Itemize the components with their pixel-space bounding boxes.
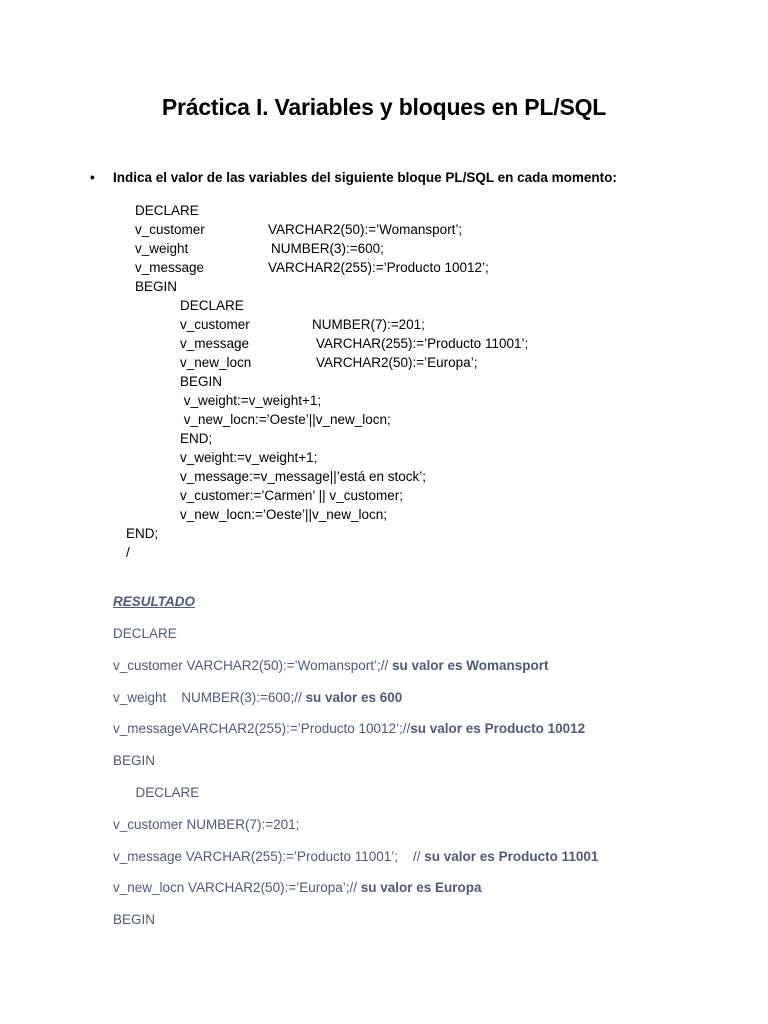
result-line <box>113 849 598 864</box>
code-line <box>180 448 317 467</box>
result-code: v_messageVARCHAR2(255):=’Producto 10012’;// <box>113 721 411 736</box>
result-value: su valor es Producto 11001 <box>424 849 599 864</box>
result-code: v_customer NUMBER(7):=201; <box>113 817 300 832</box>
code-text: v_customer <box>135 222 205 237</box>
result-code: BEGIN <box>113 753 156 768</box>
result-code: v_message VARCHAR(255):=’Producto 11001’; // <box>113 849 425 864</box>
result-code: DECLARE <box>113 785 200 800</box>
result-line <box>113 880 482 895</box>
code-text: DECLARE <box>135 203 199 218</box>
code-text: v_new_locn:=’Oeste’||v_new_locn; <box>180 412 391 427</box>
code-line <box>126 524 158 543</box>
result-value: su valor es Womansport <box>391 658 549 673</box>
code-type: NUMBER(7):=201; <box>312 317 425 332</box>
result-code: BEGIN <box>113 912 156 927</box>
code-line <box>180 467 426 486</box>
result-line <box>113 690 402 705</box>
code-line <box>180 391 321 410</box>
result-line <box>113 721 585 736</box>
code-type: VARCHAR2(50):=’Womansport’; <box>268 222 463 237</box>
result-line <box>113 785 199 800</box>
code-text: v_message <box>135 260 205 275</box>
bullet-symbol: • <box>90 170 95 185</box>
result-code: DECLARE <box>113 626 177 641</box>
code-line <box>126 543 130 562</box>
code-line <box>180 372 222 391</box>
code-type: VARCHAR2(50):=’Europa’; <box>316 355 478 370</box>
result-code: v_weight NUMBER(3):=600;// <box>113 690 306 705</box>
code-text: DECLARE <box>180 298 244 313</box>
code-text: v_new_locn:=’Oeste’||v_new_locn; <box>180 507 388 522</box>
code-type: VARCHAR(255):=’Producto 11001’; <box>316 336 529 351</box>
result-code: v_customer VARCHAR2(50):=’Womansport’;// <box>113 658 392 673</box>
code-text: v_new_locn <box>180 355 252 370</box>
code-text: v_customer <box>180 317 250 332</box>
code-line <box>135 277 177 296</box>
code-text: BEGIN <box>180 374 223 389</box>
code-text: v_weight:=v_weight+1; <box>180 393 322 408</box>
code-line <box>135 220 463 239</box>
code-line <box>180 296 244 315</box>
result-line <box>113 912 155 927</box>
result-value: su valor es 600 <box>305 690 403 705</box>
result-line <box>113 658 549 673</box>
code-line <box>180 353 478 372</box>
result-line <box>113 753 155 768</box>
page-title: Práctica I. Variables y bloques en PL/SQL <box>161 94 607 120</box>
code-line <box>180 334 529 353</box>
result-value: su valor es Europa <box>360 880 482 895</box>
code-text: v_message <box>180 336 250 351</box>
code-text: / <box>126 545 130 560</box>
code-text: v_customer:=’Carmen’ || v_customer; <box>180 488 403 503</box>
code-text: v_weight:=v_weight+1; <box>180 450 318 465</box>
code-line <box>180 429 212 448</box>
code-text: END; <box>180 431 213 446</box>
code-line <box>135 239 384 258</box>
result-line <box>113 817 299 832</box>
result-code: v_new_locn VARCHAR2(50):=’Europa’;// <box>113 880 361 895</box>
result-heading: RESULTADO <box>113 594 195 609</box>
code-line <box>180 410 391 429</box>
bullet-text: Indica el valor de las variables del siguiente bloque PL/SQL en cada momento: <box>113 170 617 185</box>
code-text: BEGIN <box>135 279 178 294</box>
code-line <box>180 486 403 505</box>
code-text: v_message:=v_message||’está en stock’; <box>180 469 427 484</box>
result-line <box>113 626 177 641</box>
result-value: su valor es Producto 10012 <box>410 721 586 736</box>
code-line <box>135 258 489 277</box>
code-type: NUMBER(3):=600; <box>271 241 384 256</box>
bullet-item <box>90 170 617 185</box>
code-type: VARCHAR2(255):=’Producto 10012’; <box>268 260 489 275</box>
code-text: END; <box>126 526 159 541</box>
code-line <box>135 201 199 220</box>
code-line <box>180 315 425 334</box>
code-line <box>180 505 387 524</box>
code-text: v_weight <box>135 241 189 256</box>
